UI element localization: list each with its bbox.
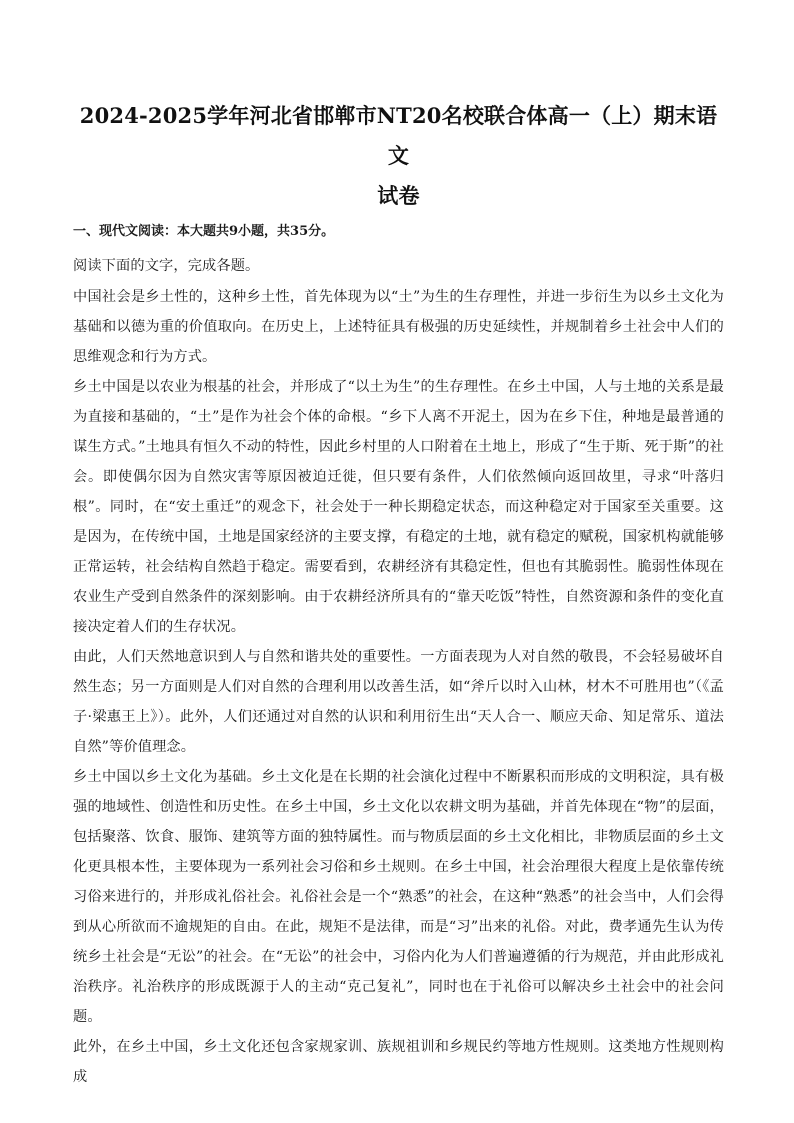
passage-paragraph-2: 乡土中国是以农业为根基的社会，并形成了“以土为生”的生存理性。在乡土中国，人与土地的关系是最为直接和基础的，“土”是作为社会个体的命根。“乡下人离不开泥土，因为在乡下住，种地是最普通的谋生方式。”土地具有恒久不动的特性，因此乡村里的人口附着在土地上，形成了“生于斯、死于斯”的社会。即使偶尔因为自然灾害等原因被迫迁徙，但只要有条件，人们依然倾向返回故里，寻求“叶落归根”。同时，在“安土重迁”的观念下，社会处于一种长期稳定状态，而这种稳定对于国家至关重要。这是因为，在传统中国，土地是国家经济的主要支撑，有稳定的土地，就有稳定的赋税，国家机构就能够正常运转，社会结构自然趋于稳定。需要看到，农耕经济有其稳定性，但也有其脆弱性。脆弱性体现在农业生产受到自然条件的深刻影响。由于农耕经济所具有的“靠天吃饭”特性，自然资源和条件的变化直接决定着人们的生存状况。 [73,379,724,635]
instruction-text: 阅读下面的文字，完成各题。 [73,258,260,274]
passage-paragraph-3: 由此，人们天然地意识到人与自然和谐共处的重要性。一方面表现为人对自然的敬畏，不会轻易破坏自然生态；另一方面则是人们对自然的合理利用以改善生活，如“斧斤以时入山林，材木不可胜用也”（《孟子·梁惠王上》）。此外，人们还通过对自然的认识和利用衍生出“天人合一、顺应天命、知足常乐、道法自然”等价值理念。 [73,649,724,755]
title-line-1: 2024-2025学年河北省邯郸市NT20名校联合体高一（上）期末语文 [79,103,718,168]
section-heading: 一、现代文阅读：本大题共9小题，共35分。 [73,224,335,239]
page-title [73,96,724,216]
passage-paragraph-4: 乡土中国以乡土文化为基础。乡土文化是在长期的社会演化过程中不断累积而形成的文明积淀，具有极强的地域性、创造性和历史性。在乡土中国，乡土文化以农耕文明为基础，并首先体现在“物”的层面，包括聚落、饮食、服饰、建筑等方面的独特属性。而与物质层面的乡土文化相比，非物质层面的乡土文化更具根本性，主要体现为一系列社会习俗和乡土规则。在乡土中国，社会治理很大程度上是依靠传统习俗来进行的，并形成礼俗社会。礼俗社会是一个“熟悉”的社会，在这种“熟悉”的社会当中，人们会得到从心所欲而不逾规矩的自由。在此，规矩不是法律，而是“习”出来的礼俗。对此，费孝通先生认为传统乡土社会是“无讼”的社会。在“无讼”的社会中，习俗内化为人们普遍遵循的行为规范，并由此形成礼治秩序。礼治秩序的形成既源于人的主动“克己复礼”，同时也在于礼俗可以解决乡土社会中的社会问题。 [73,769,724,1025]
passage-paragraph-1: 中国社会是乡土性的，这种乡土性，首先体现为以“土”为生的生存理性，并进一步衍生为以乡土文化为基础和以德为重的价值取向。在历史上，上述特征具有极强的历史延续性，并规制着乡土社会中人们的思维观念和行为方式。 [73,289,724,365]
passage-paragraph-5: 此外，在乡土中国，乡土文化还包含家规家训、族规祖训和乡规民约等地方性规则。这类地方性规则构成 [73,1039,724,1085]
title-line-2: 试卷 [377,183,420,208]
